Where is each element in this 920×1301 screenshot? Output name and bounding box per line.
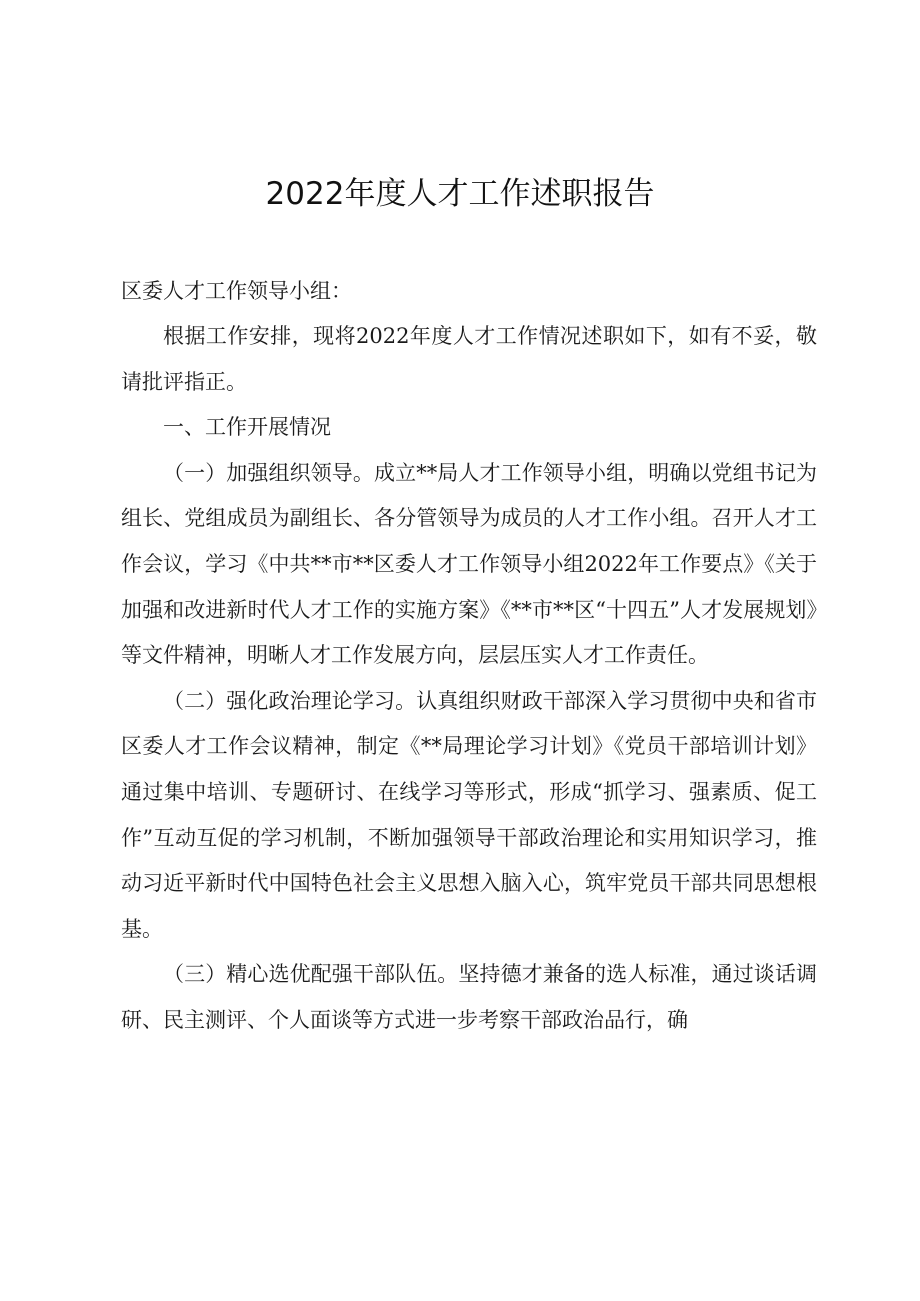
paragraph-cadre-team: （三）精心选优配强干部队伍。坚持德才兼备的选人标准，通过谈话调研、民主测评、个人面谈等方式进一步考察干部政治品行，确	[121, 962, 817, 1032]
intro-paragraph: 根据工作安排，现将2022年度人才工作情况述职如下，如有不妥，敬请批评指正。	[121, 324, 817, 394]
paragraph-political-study: （二）强化政治理论学习。认真组织财政干部深入学习贯彻中央和省市区委人才工作会议精神，制定《**局理论学习计划》《党员干部培训计划》通过集中培训、专题研讨、在线学习等形式，形成“抓学习、强素质、促工作”互动互促的学习机制，不断加强领导干部政治理论和实用知识学习，推动习近平新时代中国特色社会主义思想入脑入心，筑牢党员干部共同思想根基。	[121, 688, 817, 941]
paragraph-organization: （一）加强组织领导。成立**局人才工作领导小组，明确以党组书记为组长、党组成员为副组长、各分管领导为成员的人才工作小组。召开人才工作会议，学习《中共**市**区委人才工作领导小组2022年工作要点》《关于加强和改进新时代人才工作的实施方案》《**市**区“十四五”人才发展规划》等文件精神，明晰人才工作发展方向，层层压实人才工作责任。	[121, 460, 817, 668]
document-title: 2022年度人才工作述职报告	[265, 176, 655, 212]
salutation: 区委人才工作领导小组：	[121, 279, 352, 303]
document-body	[121, 268, 817, 1044]
section-heading: 一、工作开展情况	[163, 415, 331, 440]
